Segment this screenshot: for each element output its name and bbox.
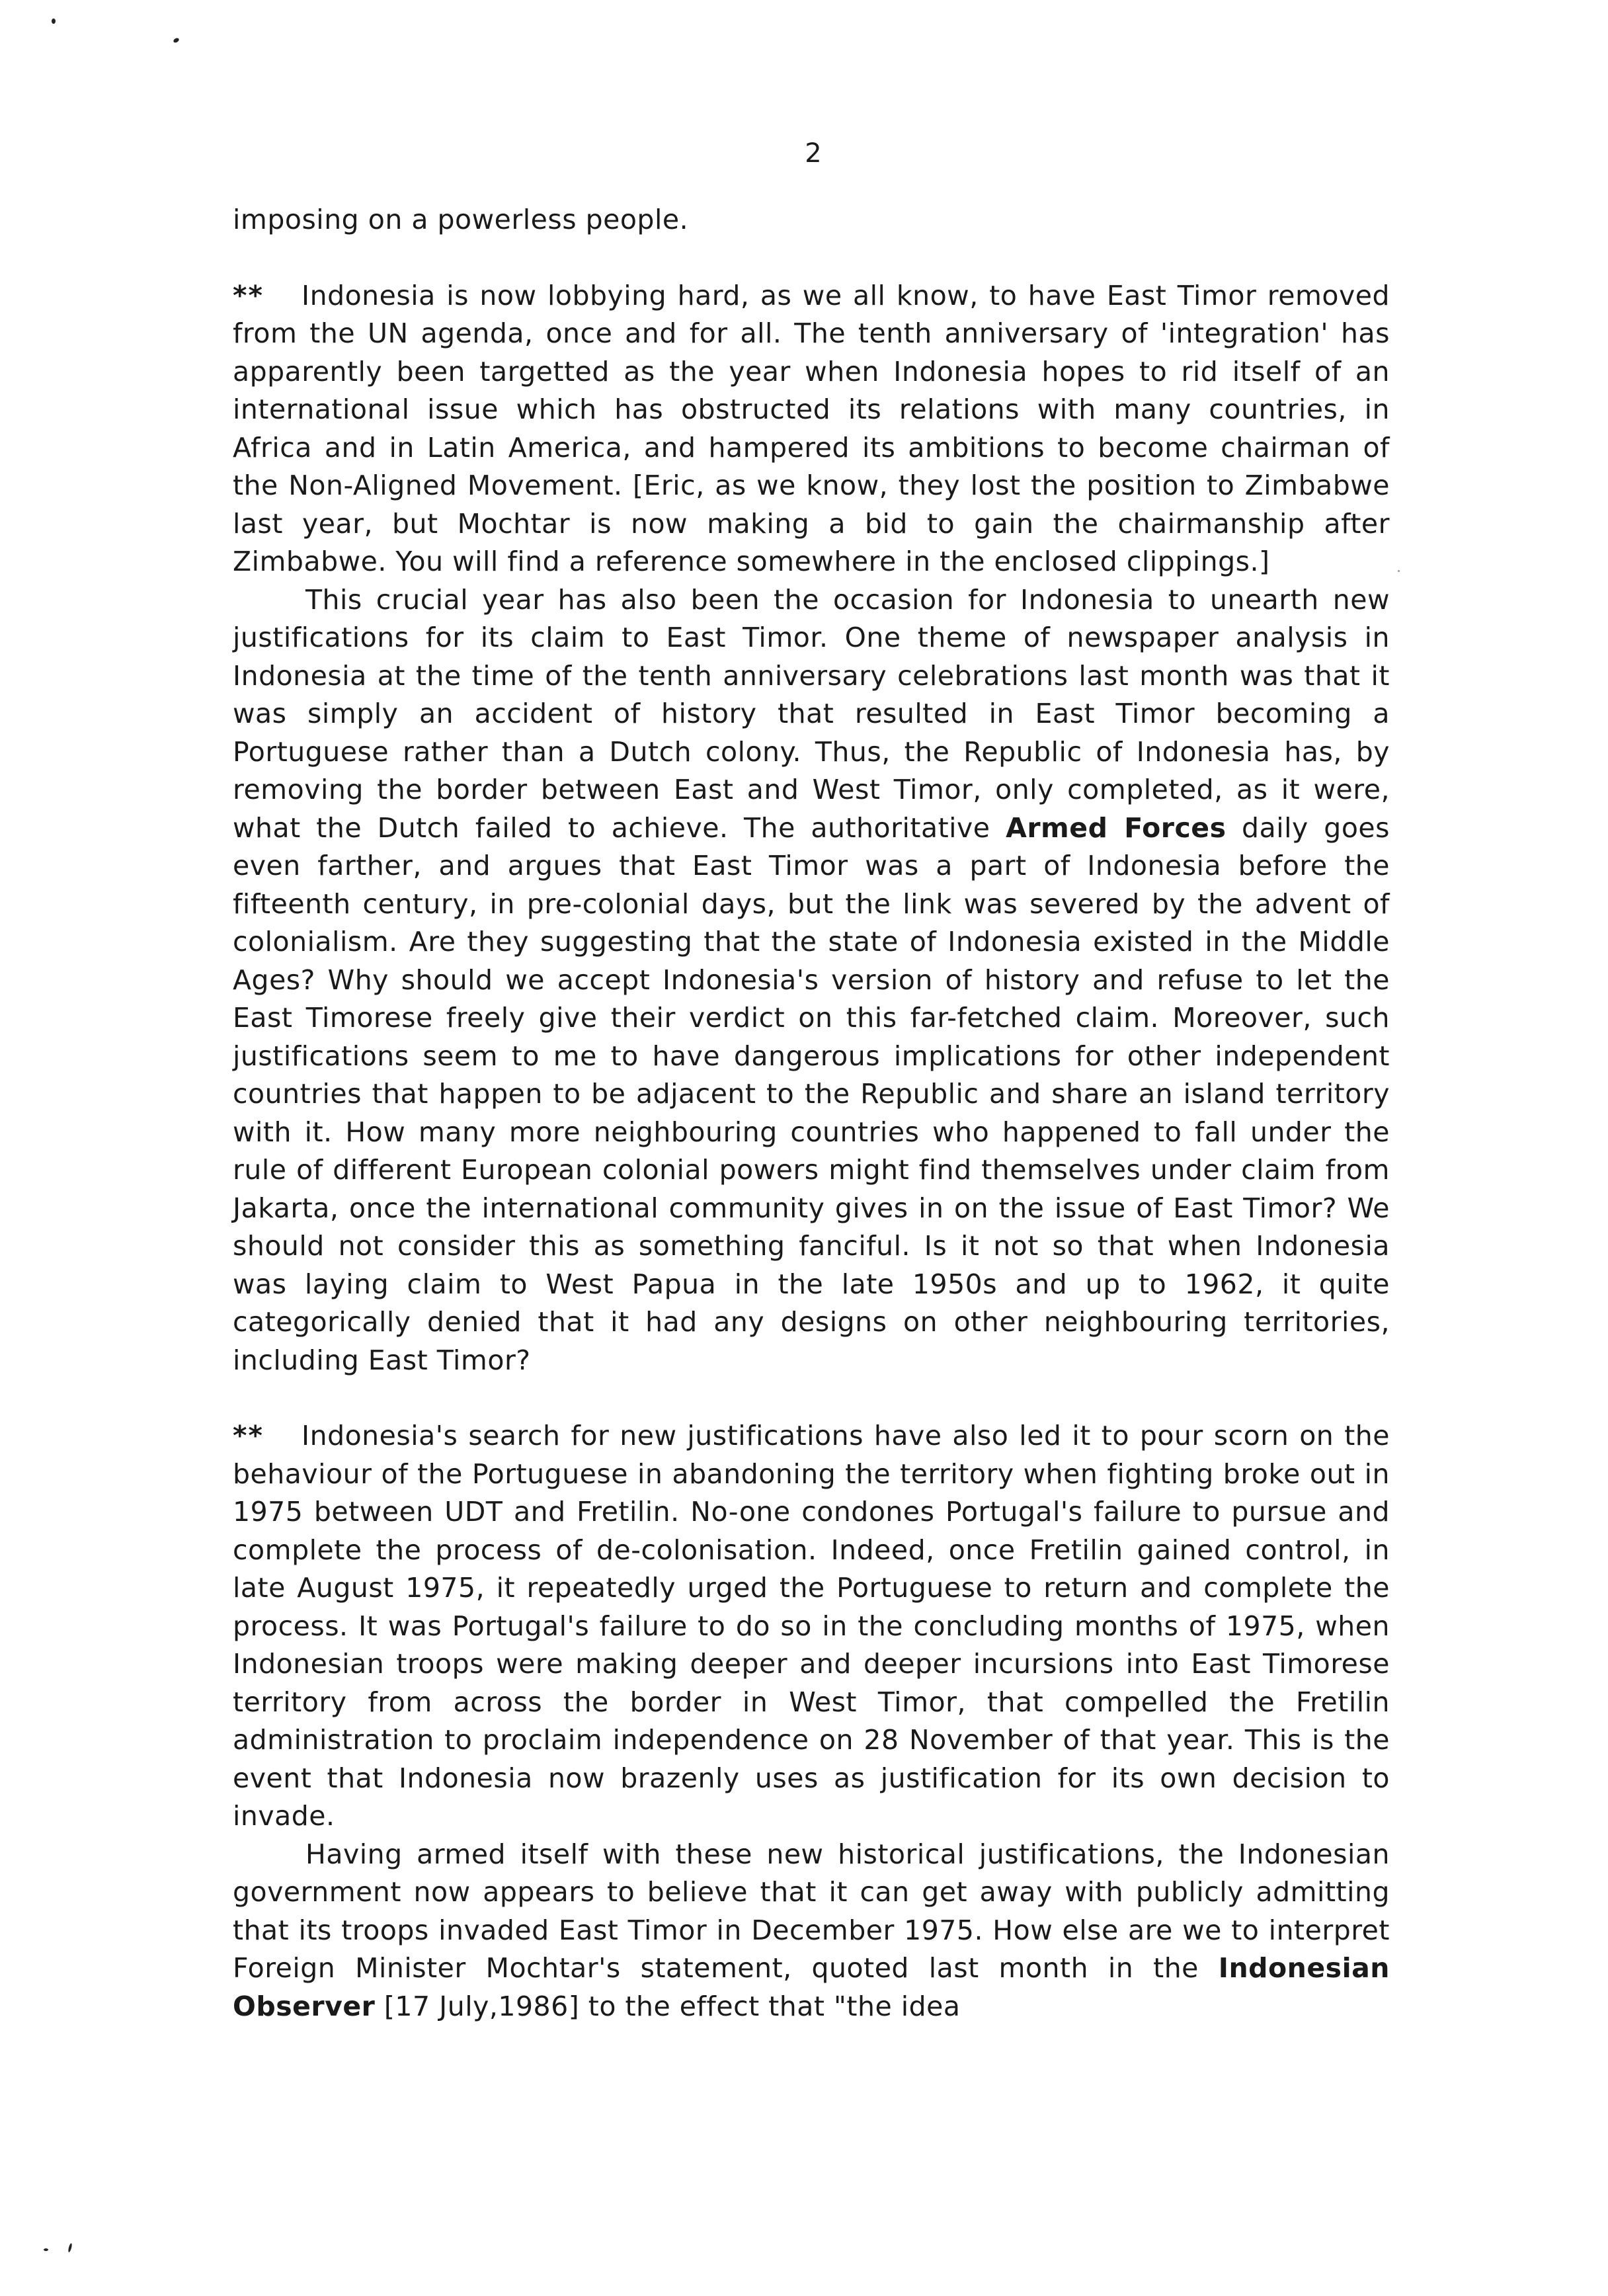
paragraph-text: Having armed itself with these new historical justifications, the Indonesian government now appears to believe that it can get away with publicly admitting that its troops invaded East Timor in December 1975. How else are we to interpret Foreign Minister Mochtar's statement, quoted last month in the	[233, 1838, 1390, 1984]
scan-speck	[44, 2248, 48, 2251]
asterisk-marker: **	[233, 279, 264, 311]
scan-speck	[1398, 570, 1400, 572]
paragraph-text: [17 July,1986] to the effect that "the idea	[375, 1990, 961, 2022]
paragraph-text: imposing on a powerless people.	[233, 204, 689, 235]
scan-speck	[173, 37, 180, 44]
bullet-paragraph	[233, 1417, 1390, 1836]
paragraph	[233, 201, 1390, 239]
paragraph-text: Indonesia is now lobbying hard, as we all know, to have East Timor removed from the UN agenda, once and for all. The tenth anniversary of 'integration' has apparently been targetted as the year when Indonesia hopes to rid itself of an international issue which has obstructed its relations with many countries, in Africa and in Latin America, and hampered its ambitions to become chairman of the Non-Aligned Movement. [Eric, as we know, they lost the position to Zimbabwe last year, but Mochtar is now making a bid to gain the chairmanship after Zimbabwe. You will find a reference somewhere in the enclosed clippings.]	[233, 279, 1390, 577]
paragraph	[233, 1836, 1390, 2026]
bullet-paragraph	[233, 277, 1390, 581]
paragraph-text: Indonesia's search for new justifications have also led it to pour scorn on the behaviour of the Portuguese in abandoning the territory when fighting broke out in 1975 between UDT and Fretilin. No-one condones Portugal's failure to pursue and complete the process of de-colonisation. Indeed, once Fretilin gained control, in late August 1975, it repeatedly urged the Portuguese to return and complete the process. It was Portugal's failure to do so in the concluding months of 1975, when Indonesian troops were making deeper and deeper incursions into East Timorese territory from across the border in West Timor, that compelled the Fretilin administration to proclaim independence on 28 November of that year. This is the event that Indonesia now brazenly uses as justification for its own decision to invade.	[233, 1420, 1390, 1832]
scan-speck	[52, 19, 56, 24]
scan-speck	[67, 2243, 72, 2253]
paragraph-text: This crucial year has also been the occasion for Indonesia to unearth new justifications for its claim to East Timor. One theme of newspaper analysis in Indonesia at the time of the tenth anniversary celebrations last month was that it was simply an accident of history that resulted in East Timor becoming a Portuguese rather than a Dutch colony. Thus, the Republic of Indonesia has, by removing the border between East and West Timor, only completed, as it were, what the Dutch failed to achieve. The authoritative	[233, 583, 1390, 844]
paragraph-text: daily goes even farther, and argues that East Timor was a part of Indonesia before the fifteenth century, in pre-colonial days, but the link was severed by the advent of colonialism. Are they suggesting that the state of Indonesia existed in the Middle Ages? Why should we accept Indonesia's version of history and refuse to let the East Timorese freely give their verdict on this far-fetched claim. Moreover, such justifications seem to me to have dangerous implications for other independent countries that happen to be adjacent to the Republic and share an island territory with it. How many more neighbouring countries who happened to fall under the rule of different European colonial powers might find themselves under claim from Jakarta, once the international community gives in on the issue of East Timor? We should not consider this as something fanciful. Is it not so that when Indonesia was laying claim to West Papua in the late 1950s and up to 1962, it quite categorically denied that it had any designs on other neighbouring territories, including East Timor?	[233, 811, 1390, 1376]
page-number: 2	[805, 138, 822, 169]
paragraph	[233, 581, 1390, 1380]
publication-name: Armed Forces	[1006, 811, 1226, 844]
asterisk-marker: **	[233, 1420, 264, 1452]
letter-body	[233, 201, 1390, 2026]
publication-name: Indonesian Observer	[233, 1952, 1390, 2022]
